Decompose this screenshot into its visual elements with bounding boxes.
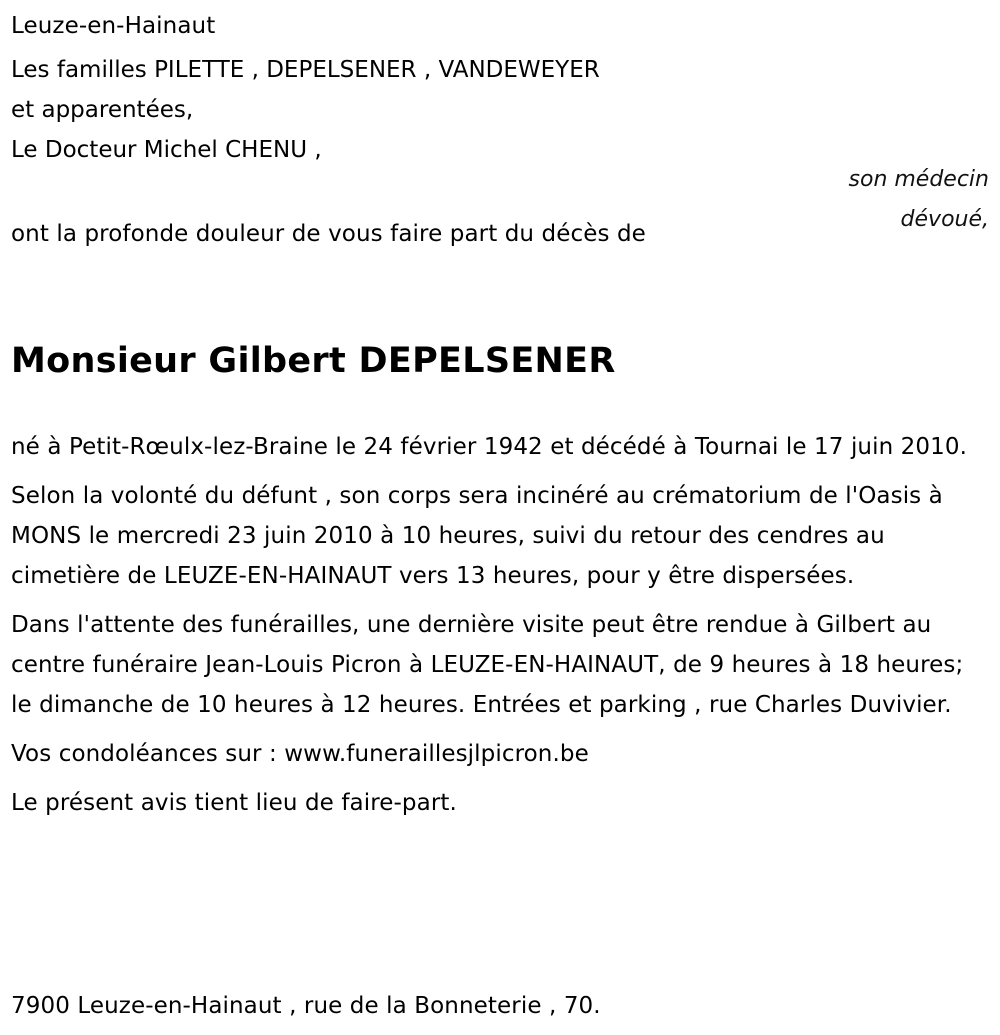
intro-text: ont la profonde douleur de vous faire part du décès de — [11, 221, 646, 247]
families-line: Les familles PILETTE , DEPELSENER , VANDEWEYER — [11, 57, 600, 83]
condolences-paragraph: Vos condoléances sur : www.funeraillesjlpicron.be — [11, 741, 589, 767]
deceased-name: Monsieur Gilbert DEPELSENER — [11, 341, 616, 381]
announcing-families — [11, 50, 711, 170]
relatives-line: et apparentées, — [11, 97, 194, 123]
city-heading: Leuze-en-Hainaut — [11, 13, 216, 39]
notice-statement: Le présent avis tient lieu de faire-part. — [11, 790, 457, 816]
birth-death-paragraph: né à Petit-Rœulx-lez-Braine le 24 février 1942 et décédé à Tournai le 17 juin 2010. — [11, 434, 968, 460]
visitation-paragraph: Dans l'attente des funérailles, une dernière visite peut être rendue à Gilbert au centre funéraire Jean-Louis Picron à LEUZE-EN-HAINAUT, de 9 heures à 18 heures; le dimanche de 10 heures à 12 heures. Entrées et parking , rue Charles Duvivier. — [11, 612, 964, 718]
doctor-line: Le Docteur Michel CHENU , — [11, 137, 322, 163]
address-line: 7900 Leuze-en-Hainaut , rue de la Bonneterie , 70. — [11, 993, 601, 1019]
notice-body — [11, 427, 986, 832]
cremation-paragraph: Selon la volonté du défunt , son corps sera incinéré au crématorium de l'Oasis à MONS le mercredi 23 juin 2010 à 10 heures, suivi du retour des cendres au cimetière de LEUZE-EN-HAINAUT vers 13 heures, pour y être dispersées. — [11, 483, 943, 589]
doctor-note-line-2: dévoué, — [900, 207, 989, 232]
obituary-notice — [11, 6, 991, 1019]
doctor-note-line-1: son médecin — [848, 167, 989, 192]
doctor-note — [849, 160, 989, 240]
